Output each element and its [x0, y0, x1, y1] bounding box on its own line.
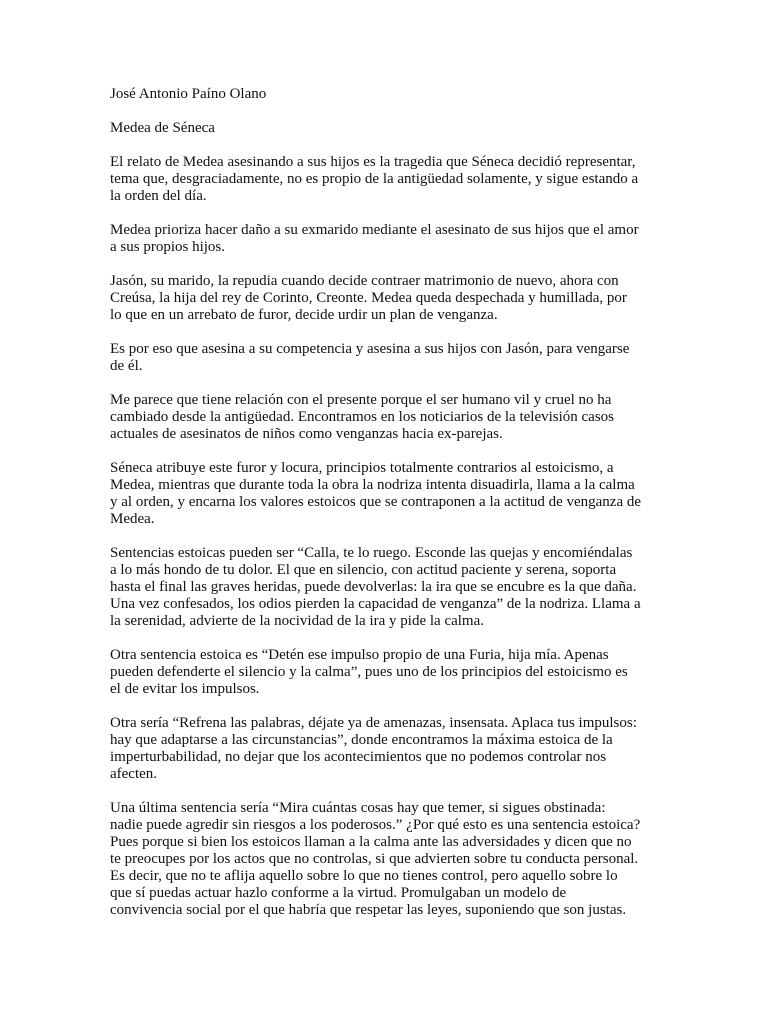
paragraph-line: pueden defenderte el silencio y la calma”, pues uno de los principios del estoicismo es	[110, 664, 628, 680]
paragraph-line: lo que en un arrebato de furor, decide urdir un plan de venganza.	[110, 307, 498, 323]
paragraph	[110, 800, 641, 919]
document-title: Medea de Séneca	[110, 120, 215, 136]
paragraph-line: Me parece que tiene relación con el presente porque el ser humano vil y cruel no ha	[110, 392, 612, 408]
paragraph-line: te preocupes por los actos que no controlas, si que advierten sobre tu conducta personal.	[110, 851, 639, 867]
paragraph-line: hasta el final las graves heridas, puede devolverlas: la ira que se encubre es la que daña.	[110, 579, 637, 595]
document-body	[110, 154, 642, 919]
paragraph-line: Una vez confesados, los odios pierden la capacidad de venganza” de la nodriza. Llama a	[110, 596, 641, 612]
paragraph-line: a sus propios hijos.	[110, 239, 226, 255]
paragraph-line: El relato de Medea asesinando a sus hijos es la tragedia que Séneca decidió representar,	[110, 154, 636, 170]
paragraph-line: la serenidad, advierte de la nocividad de la ira y pide la calma.	[110, 613, 484, 629]
paragraph-line: nadie puede agredir sin riesgos a los poderosos.” ¿Por qué esto es una sentencia estoica?	[110, 817, 641, 833]
paragraph-line: afecten.	[110, 766, 158, 782]
paragraph-line: tema que, desgraciadamente, no es propio de la antigüedad solamente, y sigue estando a	[110, 171, 639, 187]
paragraph-line: Medea, mientras que durante toda la obra la nodriza intenta disuadirla, llama a la calma	[110, 477, 635, 493]
paragraph	[110, 715, 637, 783]
paragraph-line: Pues porque si bien los estoicos llaman a la calma ante las adversidades y dicen que no	[110, 834, 632, 850]
paragraph	[110, 647, 630, 698]
paragraph	[110, 154, 639, 205]
paragraph	[110, 273, 630, 324]
document-page	[110, 86, 642, 936]
paragraph-line: el de evitar los impulsos.	[110, 681, 260, 697]
paragraph-line: Sentencias estoicas pueden ser “Calla, te lo ruego. Esconde las quejas y encomiéndalas	[110, 545, 633, 561]
paragraph-line: Creúsa, la hija del rey de Corinto, Creonte. Medea queda despechada y humillada, por	[110, 290, 627, 306]
paragraph-line: la orden del día.	[110, 188, 207, 204]
author-name: José Antonio Paíno Olano	[110, 86, 267, 102]
paragraph-line: Jasón, su marido, la repudia cuando decide contraer matrimonio de nuevo, ahora con	[110, 273, 619, 289]
paragraph-line: a lo más hondo de tu dolor. El que en silencio, con actitud paciente y serena, soporta	[110, 562, 617, 578]
paragraph-line: Medea prioriza hacer daño a su exmarido mediante el asesinato de sus hijos que el amor	[110, 222, 639, 238]
paragraph	[110, 392, 630, 443]
paragraph-line: y al orden, y encarna los valores estoicos que se contraponen a la actitud de venganza de	[110, 494, 642, 510]
paragraph-line: convivencia social por el que habría que respetar las leyes, suponiendo que son justas.	[110, 902, 627, 918]
paragraph-line: Una última sentencia sería “Mira cuántas cosas hay que temer, si sigues obstinada:	[110, 800, 606, 816]
paragraph	[110, 341, 630, 375]
paragraph-line: Es por eso que asesina a su competencia y asesina a sus hijos con Jasón, para vengarse	[110, 341, 630, 357]
paragraph-line: hay que adaptarse a las circunstancias”, donde encontramos la máxima estoica de la	[110, 732, 613, 748]
paragraph-line: Medea.	[110, 511, 155, 527]
paragraph-line: Otra sentencia estoica es “Detén ese impulso propio de una Furia, hija mía. Apenas	[110, 647, 609, 663]
paragraph-line: Otra sería “Refrena las palabras, déjate ya de amenazas, insensata. Aplaca tus impulsos:	[110, 715, 637, 731]
paragraph-line: Es decir, que no te aflija aquello sobre lo que no tienes control, pero aquello sobre lo	[110, 868, 618, 884]
paragraph-line: de él.	[110, 358, 143, 374]
paragraph-line: imperturbabilidad, no dejar que los acontecimientos que no podemos controlar nos	[110, 749, 607, 765]
paragraph-line: cambiado desde la antigüedad. Encontramos en los noticiarios de la televisión casos	[110, 409, 615, 425]
paragraph	[110, 545, 641, 630]
paragraph	[110, 222, 639, 256]
paragraph	[110, 460, 642, 528]
paragraph-line: Séneca atribuye este furor y locura, principios totalmente contrarios al estoicismo, a	[110, 460, 614, 476]
paragraph-line: actuales de asesinatos de niños como venganzas hacia ex-parejas.	[110, 426, 503, 442]
paragraph-line: que sí puedas actuar hazlo conforme a la virtud. Promulgaban un modelo de	[110, 885, 567, 901]
